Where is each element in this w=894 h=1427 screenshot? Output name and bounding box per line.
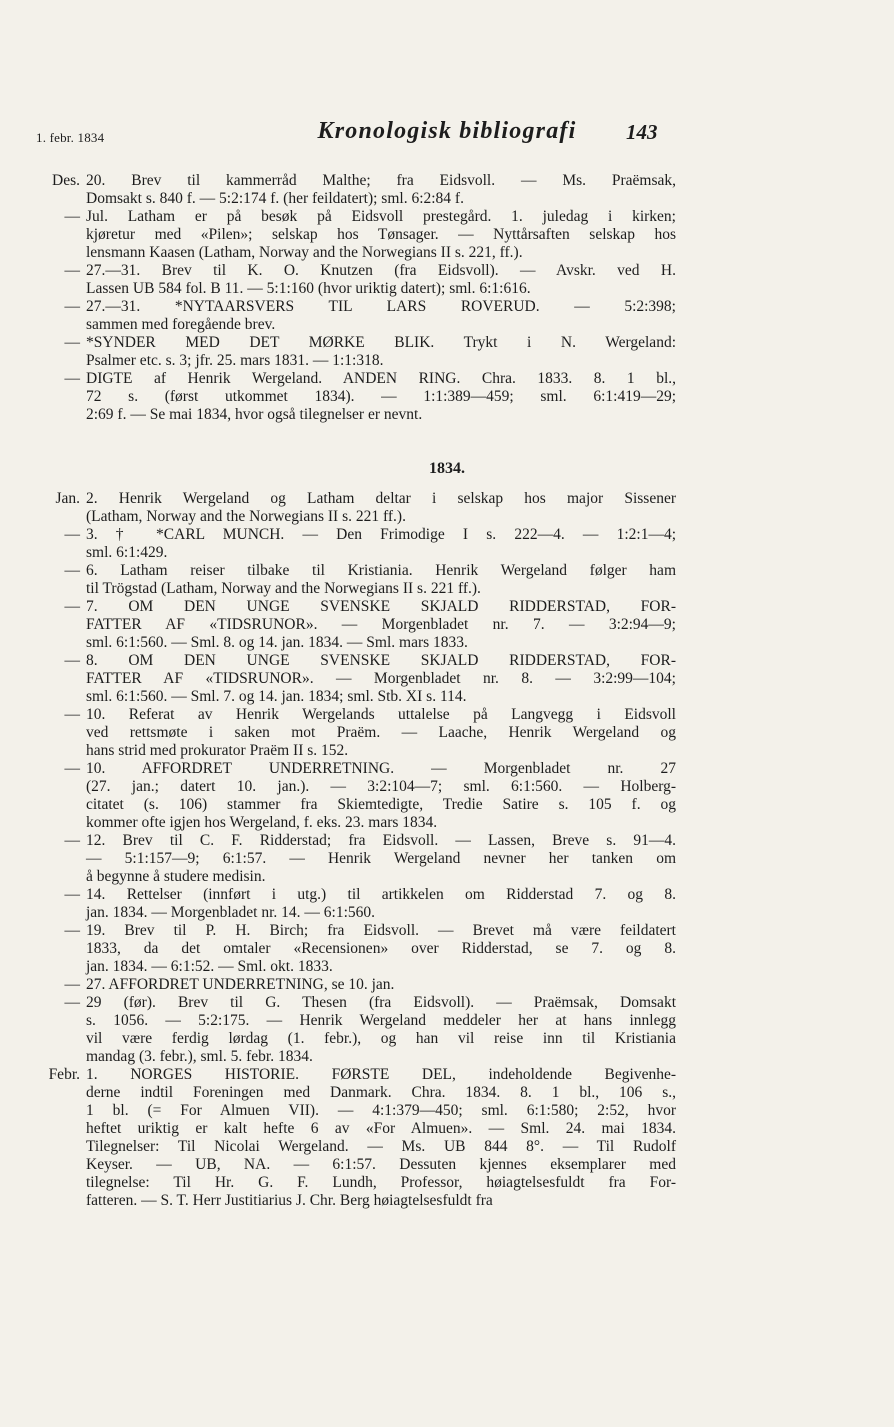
entry-line: 6. Latham reiser tilbake til Kristiania. Henrik Wergeland følger ham	[86, 562, 676, 579]
entry-date-label: Febr.	[48, 1066, 80, 1083]
entry-line: 7. OM DEN UNGE SVENSKE SKJALD RIDDERSTAD, FOR-	[86, 598, 676, 615]
entry-line: 27.—31. Brev til K. O. Knutzen (fra Eidsvoll). — Avskr. ved H.	[86, 262, 676, 279]
entry-line: 8. OM DEN UNGE SVENSKE SKJALD RIDDERSTAD, FOR-	[86, 652, 676, 669]
entry-text	[86, 706, 676, 760]
entry-date-label: —	[64, 562, 80, 579]
entry-date-label: —	[64, 832, 80, 849]
entry-date-label: —	[64, 886, 80, 903]
entry-line: Tilegnelser: Til Nicolai Wergeland. — Ms. UB 844 8°. — Til Rudolf	[86, 1138, 676, 1155]
entry-line: kommer ofte igjen hos Wergeland, f. eks. 23. mars 1834.	[86, 814, 438, 831]
entry-line: 12. Brev til C. F. Ridderstad; fra Eidsvoll. — Lassen, Breve s. 91—4.	[86, 832, 676, 849]
entry-line: Domsakt s. 840 f. — 5:2:174 f. (her feildatert); sml. 6:2:84 f.	[86, 190, 464, 207]
entry-line: (Latham, Norway and the Norwegians II s. 221 ff.).	[86, 508, 406, 525]
entry-line: fatteren. — S. T. Herr Justitiarius J. Chr. Berg høiagtelsesfuldt fra	[86, 1192, 493, 1209]
entry-date-label: —	[64, 652, 80, 669]
entry-text	[86, 652, 676, 706]
entry-line: Lassen UB 584 fol. B 11. — 5:1:160 (hvor uriktig datert); sml. 6:1:616.	[86, 280, 531, 297]
entry-line: DIGTE af Henrik Wergeland. ANDEN RING. Chra. 1833. 8. 1 bl.,	[86, 370, 676, 387]
entry-line: lensmann Kaasen (Latham, Norway and the Norwegians II s. 221, ff.).	[86, 244, 523, 261]
entry-line: kjøretur med «Pilen»; selskap hos Tønsager. — Nyttårsaften selskap hos	[86, 226, 676, 243]
entry-text	[86, 562, 676, 598]
entry-date-label: —	[64, 298, 80, 315]
entry-line: Jul. Latham er på besøk på Eidsvoll prestegård. 1. juledag i kirken;	[86, 208, 676, 225]
entry-text	[86, 832, 676, 886]
page-number: 143	[626, 120, 658, 144]
entry-date-label: Jan.	[55, 490, 80, 507]
entry-line: Psalmer etc. s. 3; jfr. 25. mars 1831. — 1:1:318.	[86, 352, 384, 369]
entry-line: 19. Brev til P. H. Birch; fra Eidsvoll. — Brevet må være feildatert	[86, 922, 676, 939]
entry-line: 10. Referat av Henrik Wergelands uttalelse på Langvegg i Eidsvoll	[86, 706, 676, 723]
entry-line: sml. 6:1:560. — Sml. 7. og 14. jan. 1834; sml. Stb. XI s. 114.	[86, 688, 467, 705]
entry-date-label: —	[64, 976, 80, 993]
entry-line: — 5:1:157—9; 6:1:57. — Henrik Wergeland nevner her tanken om	[86, 850, 676, 867]
entry-line: 1833, da det omtaler «Recensionen» over Ridderstad, se 7. og 8.	[86, 940, 676, 957]
entry-text	[86, 172, 676, 208]
entry-line: citatet (s. 106) stammer fra Skiemtedigte, Tredie Satire s. 105 f. og	[86, 796, 676, 813]
entry-text	[86, 922, 676, 976]
entry-text	[86, 490, 676, 526]
entry-text	[86, 994, 676, 1066]
entry-line: ved rettsmøte i saken mot Praëm. — Laache, Henrik Wergeland og	[86, 724, 676, 741]
entry-line: 20. Brev til kammerråd Malthe; fra Eidsvoll. — Ms. Praëmsak,	[86, 172, 676, 189]
entry-line: s. 1056. — 5:2:175. — Henrik Wergeland meddeler her at hans innlegg	[86, 1012, 676, 1029]
entry-date-label: —	[64, 526, 80, 543]
entry-text	[86, 1066, 676, 1210]
entry-line: hans strid med prokurator Praëm II s. 152.	[86, 742, 349, 759]
entry-line: 2. Henrik Wergeland og Latham deltar i selskap hos major Sissener	[86, 490, 676, 507]
entry-date-label: —	[64, 208, 80, 225]
entry-date-label: —	[64, 994, 80, 1011]
entry-line: 3. † *CARL MUNCH. — Den Frimodige I s. 222—4. — 1:2:1—4;	[86, 526, 676, 543]
entry-date-label: —	[64, 370, 80, 387]
entry-line: 1 bl. (= For Almuen VII). — 4:1:379—450; sml. 6:1:580; 2:52, hvor	[86, 1102, 676, 1119]
entry-line: til Trögstad (Latham, Norway and the Norwegians II s. 221 ff.).	[86, 580, 481, 597]
entry-text	[86, 598, 676, 652]
running-head-title: Kronologisk bibliografi	[317, 118, 577, 144]
entry-date-label: —	[64, 262, 80, 279]
entry-text	[86, 976, 676, 994]
entry-text	[86, 526, 676, 562]
entry-line: 72 s. (først utkommet 1834). — 1:1:389—459; sml. 6:1:419—29;	[86, 388, 676, 405]
entry-line: å begynne å studere medisin.	[86, 868, 266, 885]
entry-line: 27.—31. *NYTAARSVERS TIL LARS ROVERUD. — 5:2:398;	[86, 298, 676, 315]
entry-line: 29 (før). Brev til G. Thesen (fra Eidsvoll). — Praëmsak, Domsakt	[86, 994, 676, 1011]
entry-line: 10. AFFORDRET UNDERRETNING. — Morgenbladet nr. 27	[86, 760, 676, 777]
entry-text	[86, 298, 676, 334]
entry-date-label: —	[64, 760, 80, 777]
entry-date-label: —	[64, 706, 80, 723]
entry-date-label: —	[64, 922, 80, 939]
entry-date-label: Des.	[52, 172, 80, 189]
entry-line: sml. 6:1:429.	[86, 544, 168, 561]
year-heading: 1834.	[429, 460, 465, 477]
entry-date-label: —	[64, 334, 80, 351]
entry-text	[86, 370, 676, 424]
entry-line: 1. NORGES HISTORIE. FØRSTE DEL, indeholdende Begivenhe-	[86, 1066, 676, 1083]
entry-line: 14. Rettelser (innført i utg.) til artikkelen om Ridderstad 7. og 8.	[86, 886, 676, 903]
entry-line: FATTER AF «TIDSRUNOR». — Morgenbladet nr. 8. — 3:2:99—104;	[86, 670, 676, 687]
entry-text	[86, 262, 676, 298]
entry-line: sammen med foregående brev.	[86, 316, 276, 333]
entry-line: (27. jan.; datert 10. jan.). — 3:2:104—7; sml. 6:1:560. — Holberg-	[86, 778, 676, 795]
entry-line: 2:69 f. — Se mai 1834, hvor også tilegnelser er nevnt.	[86, 406, 423, 423]
entry-text	[86, 334, 676, 370]
entry-text	[86, 208, 676, 262]
entry-line: derne indtil Foreningen med Danmark. Chra. 1834. 8. 1 bl., 106 s.,	[86, 1084, 676, 1101]
entry-date-label: —	[64, 598, 80, 615]
entry-line: Keyser. — UB, NA. — 6:1:57. Dessuten kjennes eksemplarer med	[86, 1156, 676, 1173]
entry-line: jan. 1834. — Morgenbladet nr. 14. — 6:1:560.	[86, 904, 376, 921]
entry-line: sml. 6:1:560. — Sml. 8. og 14. jan. 1834. — Sml. mars 1833.	[86, 634, 468, 651]
entry-line: FATTER AF «TIDSRUNOR». — Morgenbladet nr. 7. — 3:2:94—9;	[86, 616, 676, 633]
running-head-date: 1. febr. 1834	[36, 130, 105, 145]
entry-line: 27. AFFORDRET UNDERRETNING, se 10. jan.	[86, 976, 395, 993]
entry-text	[86, 760, 676, 832]
entry-line: tilegnelse: Til Hr. G. F. Lundh, Professor, høiagtelsesfuldt fra For-	[86, 1174, 676, 1191]
entry-line: mandag (3. febr.), sml. 5. febr. 1834.	[86, 1048, 313, 1065]
entry-text	[86, 886, 676, 922]
entry-line: *SYNDER MED DET MØRKE BLIK. Trykt i N. Wergeland:	[86, 334, 676, 351]
entry-line: vil være ferdig lørdag (1. febr.), og han vil reise inn til Kristiania	[86, 1030, 676, 1047]
entry-line: heftet uriktig er kalt hefte 6 av «For Almuen». — Sml. 24. mai 1834.	[86, 1120, 676, 1137]
entry-line: jan. 1834. — 6:1:52. — Sml. okt. 1833.	[86, 958, 333, 975]
